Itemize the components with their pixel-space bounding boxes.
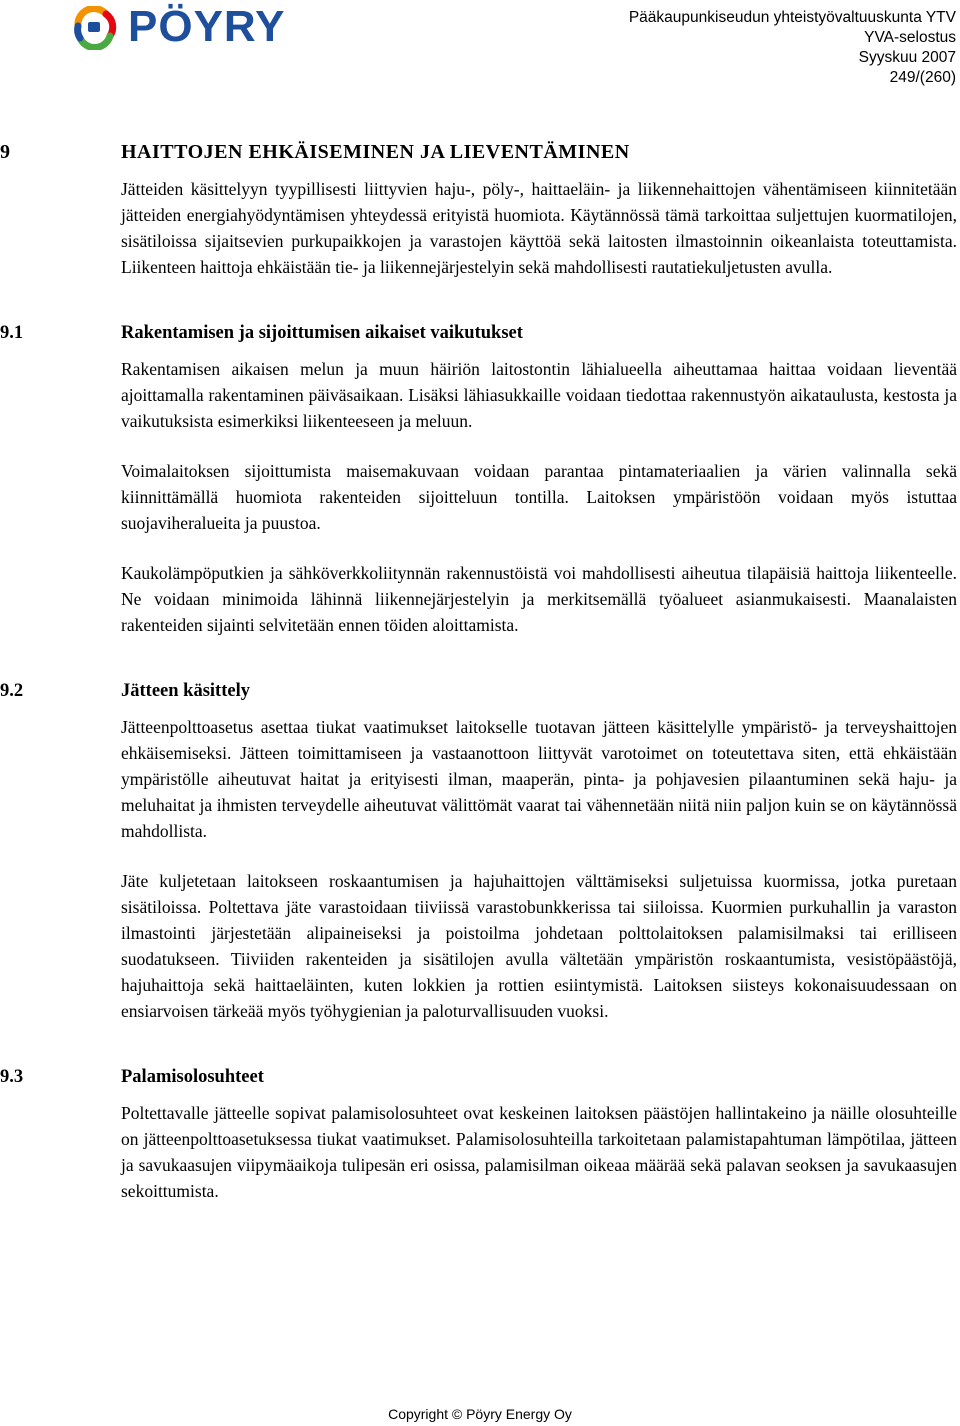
document-meta	[629, 8, 956, 88]
document-type: YVA-selostus	[864, 29, 956, 46]
page-header	[0, 0, 960, 100]
organization-name: Pääkaupunkiseudun yhteistyövaltuuskunta YTV	[628, 9, 956, 26]
paragraph: Jätteenpolttoasetus asettaa tiukat vaatimukset laitokselle tuotavan jätteen käsittelylle ympäristö- ja terveyshaittojen ehkäisemiseksi. Jätteen toimittamiseen ja vastaanottoon liittyvät varotoimet on toteutettava siten, että ehkäistään ympäristölle aiheutuvat haitat ja erityisesti ilman, maaperän, pinta- ja pohjavesien pilaantuminen sekä haju- ja meluhaitat ja ihmisten terveydelle aiheutuvat välittömät vaarat tai vähennetään niitä niin paljon kuin se on käytännössä mahdollista.	[121, 717, 957, 841]
chapter-heading	[0, 138, 960, 166]
paragraph: Jätteiden käsittelyyn tyypillisesti liittyvien haju-, pöly-, haittaeläin- ja liikennehaittojen vähentämiseen kiinnitetään jätteiden energiahyödyntämisen yhteydessä erityistä huomiota. Käytännössä tämä tarkoittaa suljettujen kuormatilojen, sisätiloissa sijaitsevien purkupaikkojen ja varastojen käyttöä sekä laitosten ilmastoinnin oikeanlaista toteuttamista. Liikenteen haittoja ehkäistään tie- ja liikennejärjestelyin sekä mahdollisesti rautatiekuljetusten avulla.	[121, 179, 957, 277]
section-title: Palamisolosuhteet	[121, 1067, 264, 1087]
section-number: 9.3	[0, 1067, 24, 1087]
section-title: Rakentamisen ja sijoittumisen aikaiset vaikutukset	[121, 323, 523, 343]
section-heading	[0, 1064, 960, 1090]
document-body	[0, 138, 960, 1204]
logo-wordmark: PÖYRY	[128, 2, 286, 51]
section-title: Jätteen käsittely	[121, 681, 250, 701]
chapter-title: HAITTOJEN EHKÄISEMINEN JA LIEVENTÄMINEN	[121, 141, 630, 163]
poyry-logo	[70, 2, 320, 51]
paragraph: Kaukolämpöputkien ja sähköverkkoliitynnän rakennustöistä voi mahdollisesti aiheutua tilapäisiä haittoja liikenteelle. Ne voidaan minimoida lähinnä liikennejärjestelyin ja merkitsemällä työalueet asianmukaisesti. Maanalaisten rakenteiden sijainti selvitetään ennen töiden aloittamista.	[121, 563, 957, 635]
section-number: 9.2	[0, 681, 24, 701]
document-date: Syyskuu 2007	[858, 49, 956, 66]
paragraph: Rakentamisen aikaisen melun ja muun häiriön laitostontin lähialueella aiheuttamaa haittaa voidaan lieventää ajoittamalla rakentaminen päiväsaikaan. Lisäksi lähiasukkaille voidaan tiedottaa rakennustyön aikataulusta, kestosta ja vaikutuksista esimerkiksi liikenteeseen ja meluun.	[121, 359, 957, 431]
section-heading	[0, 320, 960, 346]
poyry-logo-mark-icon	[70, 6, 122, 50]
page-number: 249/(260)	[889, 69, 956, 86]
copyright-notice: Copyright © Pöyry Energy Oy	[388, 1406, 572, 1422]
paragraph: Voimalaitoksen sijoittumista maisemakuvaan voidaan parantaa pintamateriaalien ja värien valinnalla sekä kiinnittämällä huomiota rakenteiden sijoitteluun tontilla. Laitoksen ympäristöön voidaan myös istuttaa suojaviheralueita ja puustoa.	[121, 461, 957, 533]
paragraph: Poltettavalle jätteelle sopivat palamisolosuhteet ovat keskeinen laitoksen päästöjen hallintakeino ja näille olosuhteille on jätteenpolttoasetuksessa tiukat vaatimukset. Palamisolosuhteilla tarkoitetaan palamistapahtuman lämpötilaa, jätteen ja savukaasujen viipymäaikoja tulipesän eri osissa, palamisilman oikeaa määrää sekä palavan seoksen ja savukaasujen sekoittumista.	[121, 1103, 957, 1201]
page-footer	[0, 1404, 960, 1424]
section-heading	[0, 678, 960, 704]
chapter-number: 9	[0, 141, 10, 163]
paragraph: Jäte kuljetetaan laitokseen roskaantumisen ja hajuhaittojen välttämiseksi suljetuissa kuormissa, jotka puretaan sisätiloissa. Poltettava jäte varastoidaan tiiviissä varastobunkkerissa tai siiloissa. Kuormien purkuhallin ja varaston ilmastointi järjestetään alipaineiseksi ja poistoilma johdetaan polttolaitoksen palamisilmaksi tai erilliseen suodatukseen. Tiiviiden rakenteiden ja sisätilojen avulla vältetään ympäristön roskaantumista, vesistöpäästöjä, hajuhaittoja sekä haittaeläinten, kuten lokkien ja rottien esiintymistä. Laitoksen siisteys kokonaisuudessaan on ensiarvoisen tärkeää myös työhygienian ja paloturvallisuuden vuoksi.	[121, 871, 957, 1021]
section-number: 9.1	[0, 323, 24, 343]
